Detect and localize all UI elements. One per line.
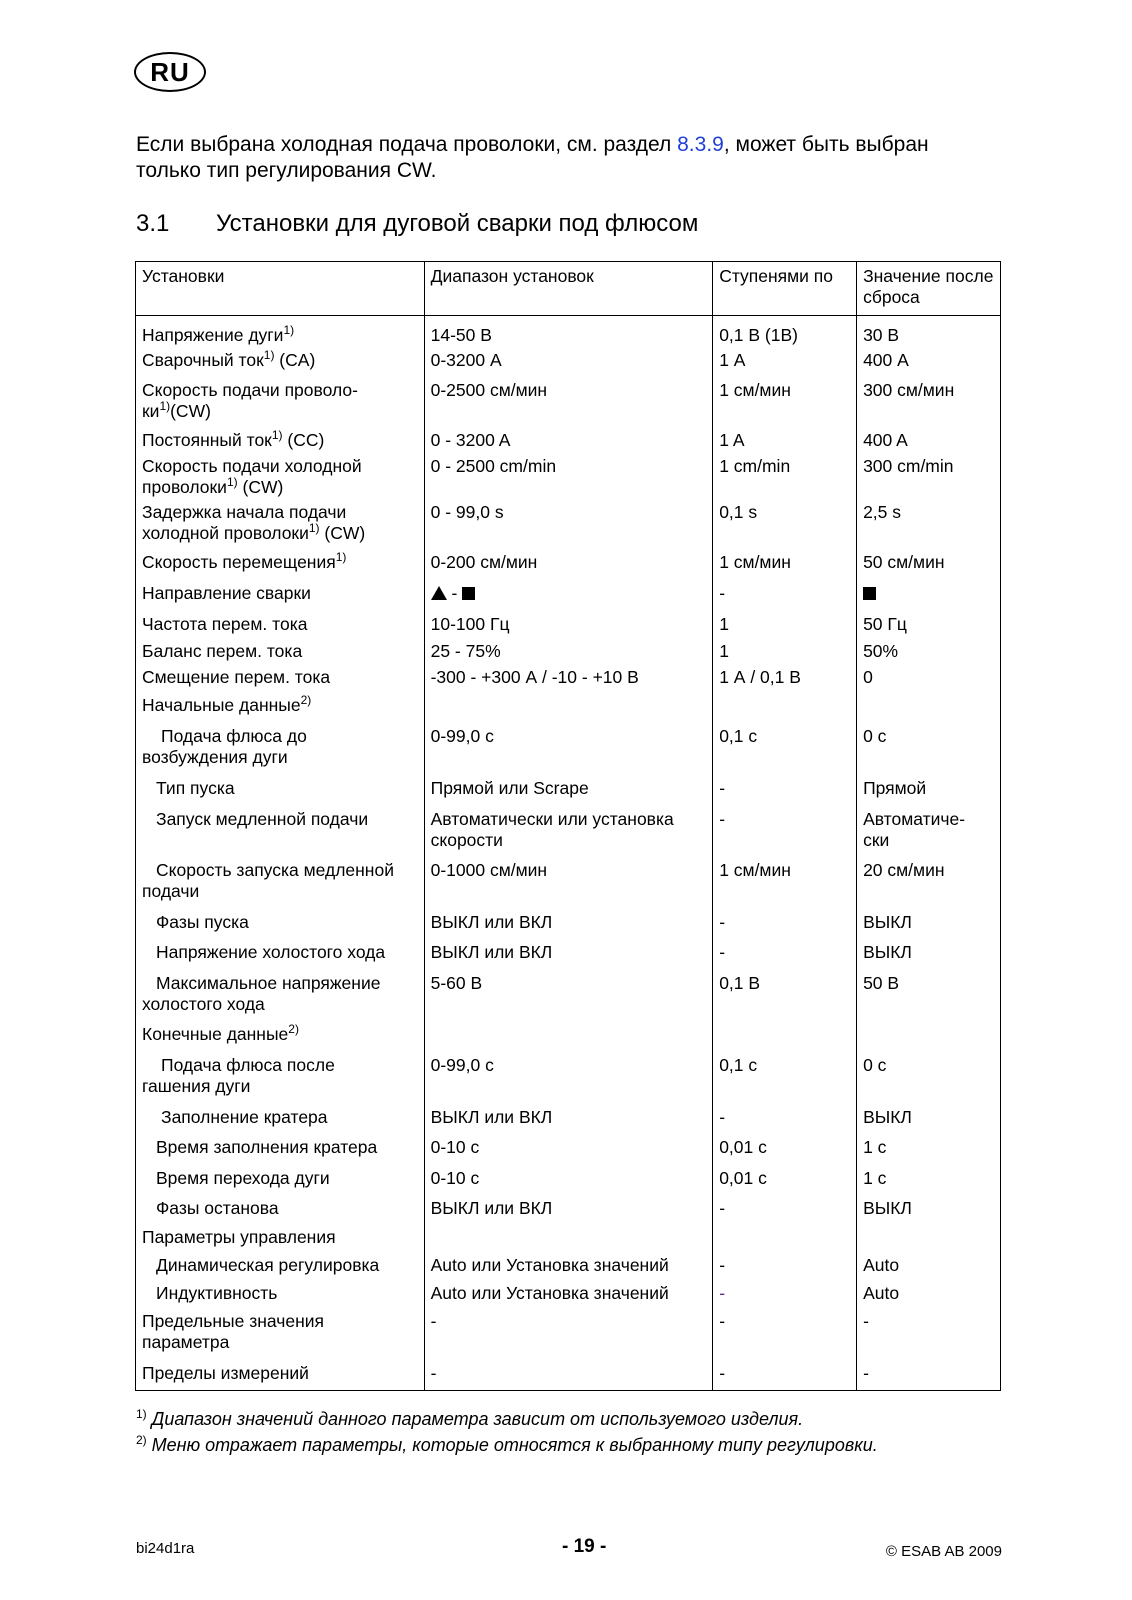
- table-row: Подача флюса после гашения дуги 0-99,0 с 0,1 с 0 с: [136, 1052, 1001, 1104]
- intro-paragraph: Если выбрана холодная подача проволоки, см. раздел 8.3.9, может быть выбран только тип регулирования CW.: [136, 133, 929, 182]
- table-row: Смещение перем. тока -300 - +300 А / -10 - +10 В 1 А / 0,1 В 0: [136, 664, 1001, 692]
- table-row: Задержка начала подачи холодной проволоки$^{1)}$ (CW) 0 - 99,0 s 0,1 s 2,5 s: [136, 499, 1001, 549]
- table-row: Предельные значения параметра - - -: [136, 1308, 1001, 1360]
- footer-page-number: - 19 -: [562, 1536, 607, 1557]
- table-row: Максимальное напряжение холостого хода 5-60 В 0,1 В 50 В: [136, 970, 1001, 1021]
- header-range: Диапазон установок: [424, 262, 713, 316]
- footnote-1: $^{1)}$ Диапазон значений данного параметра зависит от используемого изделия.: [136, 1407, 804, 1429]
- footnotes: [136, 1406, 1016, 1458]
- table-row: Скорость перемещения$^{1)}$ 0-200 см/мин 1 см/мин 50 см/мин: [136, 549, 1001, 580]
- table-row: Подача флюса до возбуждения дуги 0-99,0 с 0,1 с 0 с: [136, 723, 1001, 775]
- table-row: Динамическая регулировка Auto или Установка значений - Auto: [136, 1252, 1001, 1280]
- table-row: Скорость подачи проволо- $ки^{1)}(CW)$ 0-2500 см/мин 1 см/мин 300 см/мин: [136, 377, 1001, 427]
- table-row: Баланс перем. тока 25 - 75% 1 50%: [136, 638, 1001, 664]
- table-row: Пределы измерений - - -: [136, 1360, 1001, 1391]
- section-link[interactable]: 8.3.9: [677, 133, 724, 156]
- settings-table: [135, 261, 1001, 1391]
- table-row: Тип пуска Прямой или Scrape - Прямой: [136, 775, 1001, 806]
- triangle-up-icon: [431, 586, 447, 600]
- table-row: Время перехода дуги 0-10 с 0,01 с 1 с: [136, 1165, 1001, 1195]
- square-icon: [462, 587, 475, 600]
- table-row: Напряжение холостого хода ВЫКЛ или ВКЛ - ВЫКЛ: [136, 939, 1001, 970]
- table-row: Постоянный ток$^{1)}$ (CC) 0 - 3200 A 1 A 400 A: [136, 427, 1001, 453]
- table-row: Сварочный ток$^{1)}$ (CA) 0-3200 А 1 А 400 А: [136, 347, 1001, 377]
- table-row: Фазы пуска ВЫКЛ или ВКЛ - ВЫКЛ: [136, 909, 1001, 939]
- header-step: Ступенями по: [713, 262, 857, 316]
- footer-doc-code: bi24d1ra: [136, 1540, 195, 1557]
- header-settings: Установки: [136, 262, 425, 316]
- table-row: Заполнение кратера ВЫКЛ или ВКЛ - ВЫКЛ: [136, 1104, 1001, 1134]
- table-row: Частота перем. тока 10-100 Гц 1 50 Гц: [136, 611, 1001, 638]
- table-row: Параметры управления: [136, 1224, 1001, 1252]
- table-row: Направление сварки - -: [136, 580, 1001, 611]
- table-row: Запуск медленной подачи Автоматически или установка скорости - Автоматиче- ски: [136, 806, 1001, 857]
- section-number: 3.1: [136, 210, 170, 237]
- square-icon: [863, 587, 876, 600]
- section-title: Установки для дуговой сварки под флюсом: [216, 210, 699, 237]
- header-default: Значение после сброса: [857, 262, 1001, 316]
- table-row: Скорость подачи холодной проволоки$^{1)}$ (CW) 0 - 2500 cm/min 1 cm/min 300 cm/min: [136, 453, 1001, 499]
- table-row: Напряжение дуги$^{1)}$ 14-50 В 0,1 В (1В) 30 В: [136, 316, 1001, 347]
- section-heading: [136, 210, 698, 238]
- table-row: Время заполнения кратера 0-10 с 0,01 с 1 с: [136, 1134, 1001, 1165]
- language-badge: RU: [134, 52, 206, 92]
- table-row: Индуктивность Auto или Установка значений - Auto: [136, 1280, 1001, 1308]
- table-row: Конечные данные$^{2)}$: [136, 1021, 1001, 1052]
- table-row: Скорость запуска медленной подачи 0-1000 см/мин 1 см/мин 20 см/мин: [136, 857, 1001, 909]
- footer-copyright: © ESAB AB 2009: [885, 1543, 1002, 1560]
- table-header-row: [136, 262, 1001, 316]
- table-row: Начальные данные$^{2)}$: [136, 692, 1001, 723]
- table-row: Фазы останова ВЫКЛ или ВКЛ - ВЫКЛ: [136, 1195, 1001, 1224]
- footnote-2: $^{2)}$ Меню отражает параметры, которые относятся к выбранному типу регулировки.: [136, 1433, 878, 1455]
